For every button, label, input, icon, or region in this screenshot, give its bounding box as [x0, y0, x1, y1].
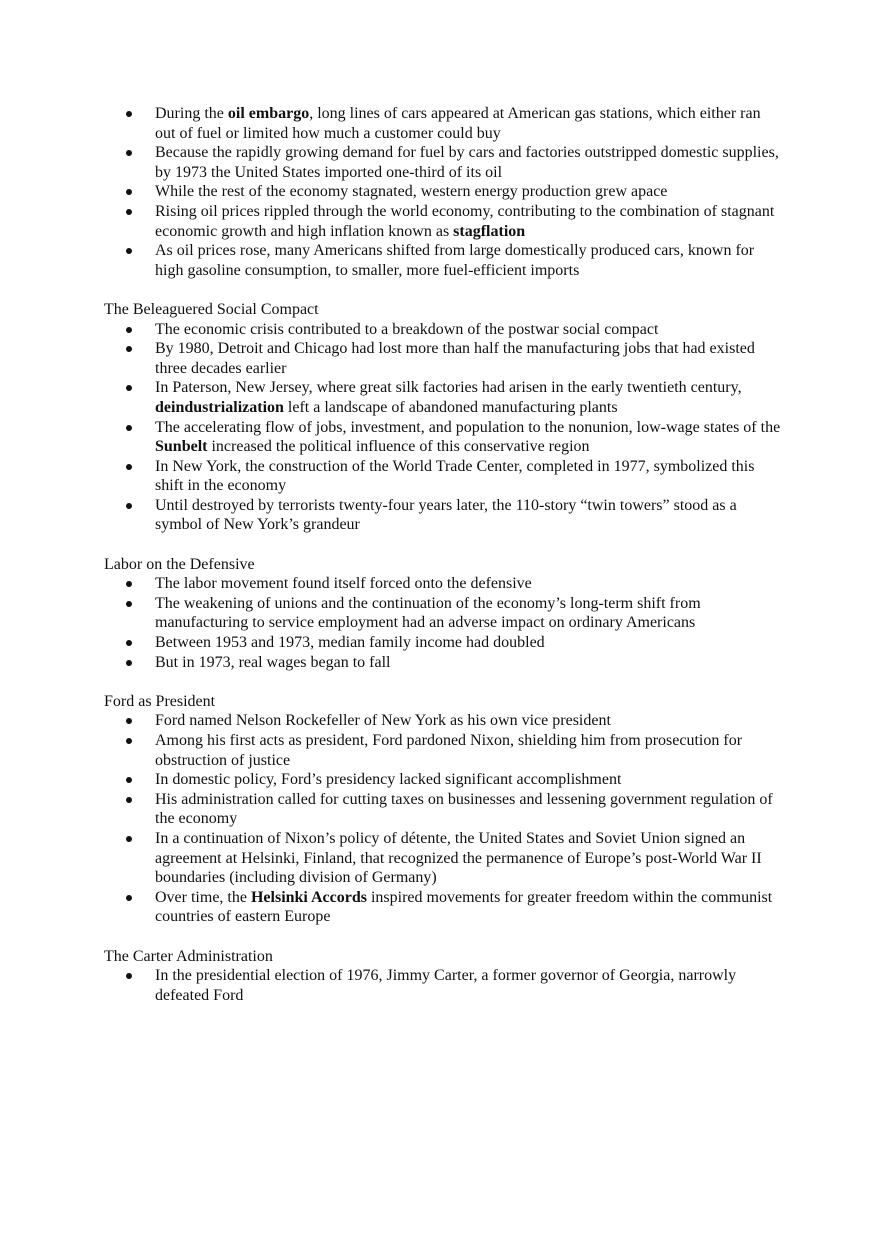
text-segment: Between 1953 and 1973, median family income had doubled — [155, 634, 545, 652]
list-item — [104, 320, 784, 340]
text-segment: By 1980, Detroit and Chicago had lost more than half the manufacturing jobs that had existed three decades earlier — [155, 340, 755, 377]
key-term: oil embargo — [227, 105, 310, 122]
list-item-text — [155, 790, 784, 829]
bullet-icon — [126, 425, 132, 431]
section — [104, 300, 784, 535]
text-segment: The economic crisis contributed to a breakdown of the postwar social compact — [155, 320, 659, 338]
text-segment: Rising oil prices rippled through the world economy, contributing to the combination of stagnant economic growth and high inflation known as — [155, 202, 775, 240]
text-segment: Over time, the — [155, 888, 251, 906]
list-item-text — [155, 633, 784, 653]
bullet-icon — [126, 464, 132, 470]
list-item — [104, 790, 784, 829]
bullet-icon — [126, 718, 132, 724]
section-heading: Labor on the Defensive — [104, 555, 255, 573]
text-segment: Ford named Nelson Rockefeller of New York as his own vice president — [155, 712, 611, 730]
list-item-text — [155, 143, 784, 182]
section — [104, 692, 784, 927]
list-item-text — [155, 457, 784, 496]
text-segment: The weakening of unions and the continuation of the economy’s long-term shift from manufacturing to service employment had an adverse impact on ordinary Americans — [155, 594, 701, 632]
bullet-icon — [126, 640, 132, 646]
text-segment: As oil prices rose, many Americans shifted from large domestically produced cars, known for high gasoline consumption, to smaller, more fuel-efficient imports — [155, 242, 755, 279]
text-segment: Among his first acts as president, Ford pardoned Nixon, shielding him from prosecution for obstruction of justice — [155, 732, 743, 769]
list-item-text — [155, 320, 784, 340]
text-segment: But in 1973, real wages began to fall — [155, 653, 391, 671]
list-item-text — [155, 653, 784, 673]
section-heading: Ford as President — [104, 692, 216, 710]
list-item — [104, 339, 784, 378]
list-item — [104, 378, 784, 417]
text-segment: , long lines of cars appeared at American gas stations, which either ran out of fuel or limited how much a customer could buy — [155, 105, 761, 142]
bullet-list — [104, 104, 784, 280]
bullet-icon — [126, 738, 132, 744]
bullet-icon — [126, 581, 132, 587]
list-item-text — [155, 202, 784, 241]
list-item — [104, 182, 784, 202]
list-item-text — [155, 966, 784, 1005]
section — [104, 555, 784, 673]
text-segment: inspired movements for greater freedom within the communist countries of eastern Europe — [155, 888, 773, 926]
list-item — [104, 496, 784, 535]
section — [104, 947, 784, 1006]
bullet-icon — [126, 327, 132, 333]
section — [104, 104, 784, 280]
text-segment: In a continuation of Nixon’s policy of détente, the United States and Soviet Union signed an agreement at Helsinki, Finland, that recognized the permanence of Europe’s post-World War II boundaries (including division of Germany) — [155, 829, 762, 887]
list-item-text — [155, 378, 784, 417]
key-term: Sunbelt — [155, 438, 208, 456]
list-item-text — [155, 711, 784, 731]
list-item-text — [155, 241, 784, 280]
bullet-icon — [126, 660, 132, 666]
bullet-list — [104, 711, 784, 927]
list-item — [104, 711, 784, 731]
list-item — [104, 241, 784, 280]
text-segment: During the — [155, 105, 228, 122]
text-segment: In domestic policy, Ford’s presidency lacked significant accomplishment — [155, 771, 622, 789]
list-item — [104, 888, 784, 927]
list-item — [104, 653, 784, 673]
list-item — [104, 731, 784, 770]
list-item-text — [155, 574, 784, 594]
list-item-text — [155, 594, 784, 633]
bullet-icon — [126, 777, 132, 783]
list-item-text — [155, 339, 784, 378]
bullet-icon — [126, 601, 132, 607]
list-item-text — [155, 496, 784, 535]
list-item-text — [155, 829, 784, 888]
bullet-icon — [126, 209, 132, 215]
list-item-text — [155, 731, 784, 770]
list-item — [104, 418, 784, 457]
bullet-icon — [126, 503, 132, 509]
bullet-icon — [126, 346, 132, 352]
list-item-text — [155, 888, 784, 927]
text-segment: In New York, the construction of the World Trade Center, completed in 1977, symbolized this shift in the economy — [155, 457, 755, 495]
text-segment: left a landscape of abandoned manufacturing plants — [283, 398, 618, 416]
text-segment: The labor movement found itself forced onto the defensive — [155, 575, 532, 593]
list-item — [104, 829, 784, 888]
bullet-icon — [126, 385, 132, 391]
list-item — [104, 202, 784, 241]
text-segment: Until destroyed by terrorists twenty-four years later, the 110-story “twin towers” stood as a symbol of New York’s grandeur — [155, 496, 737, 534]
list-item-text — [155, 182, 784, 202]
list-item — [104, 104, 784, 143]
list-item — [104, 633, 784, 653]
list-item — [104, 143, 784, 182]
list-item-text — [155, 770, 784, 790]
bullet-icon — [126, 189, 132, 195]
section-heading: The Beleaguered Social Compact — [104, 300, 319, 318]
bullet-icon — [126, 973, 132, 979]
text-segment: While the rest of the economy stagnated, western energy production grew apace — [155, 183, 668, 201]
list-item-text — [155, 104, 784, 143]
text-segment: The accelerating flow of jobs, investment, and population to the nonunion, low-wage states of the — [155, 418, 781, 436]
list-item — [104, 457, 784, 496]
bullet-icon — [126, 836, 132, 842]
list-item — [104, 594, 784, 633]
bullet-icon — [126, 150, 132, 156]
list-item — [104, 966, 784, 1005]
bullet-list — [104, 320, 784, 536]
bullet-icon — [126, 797, 132, 803]
text-segment: increased the political influence of this conservative region — [207, 438, 590, 456]
list-item — [104, 770, 784, 790]
key-term: deindustrialization — [155, 398, 284, 416]
text-segment: His administration called for cutting taxes on businesses and lessening government regulation of the economy — [155, 790, 773, 828]
list-item — [104, 574, 784, 594]
list-item-text — [155, 418, 784, 457]
bullet-icon — [126, 248, 132, 254]
bullet-icon — [126, 111, 132, 117]
document-body — [104, 104, 784, 1025]
section-heading: The Carter Administration — [104, 947, 273, 965]
text-segment: In Paterson, New Jersey, where great silk factories had arisen in the early twentieth century, — [155, 379, 742, 397]
bullet-icon — [126, 895, 132, 901]
text-segment: Because the rapidly growing demand for fuel by cars and factories outstripped domestic supplies, by 1973 the United States imported one-third of its oil — [155, 144, 779, 181]
key-term: Helsinki Accords — [250, 888, 367, 906]
key-term: stagflation — [453, 222, 526, 240]
bullet-list — [104, 574, 784, 672]
text-segment: In the presidential election of 1976, Jimmy Carter, a former governor of Georgia, narrowly defeated Ford — [155, 967, 737, 1004]
bullet-list — [104, 966, 784, 1005]
